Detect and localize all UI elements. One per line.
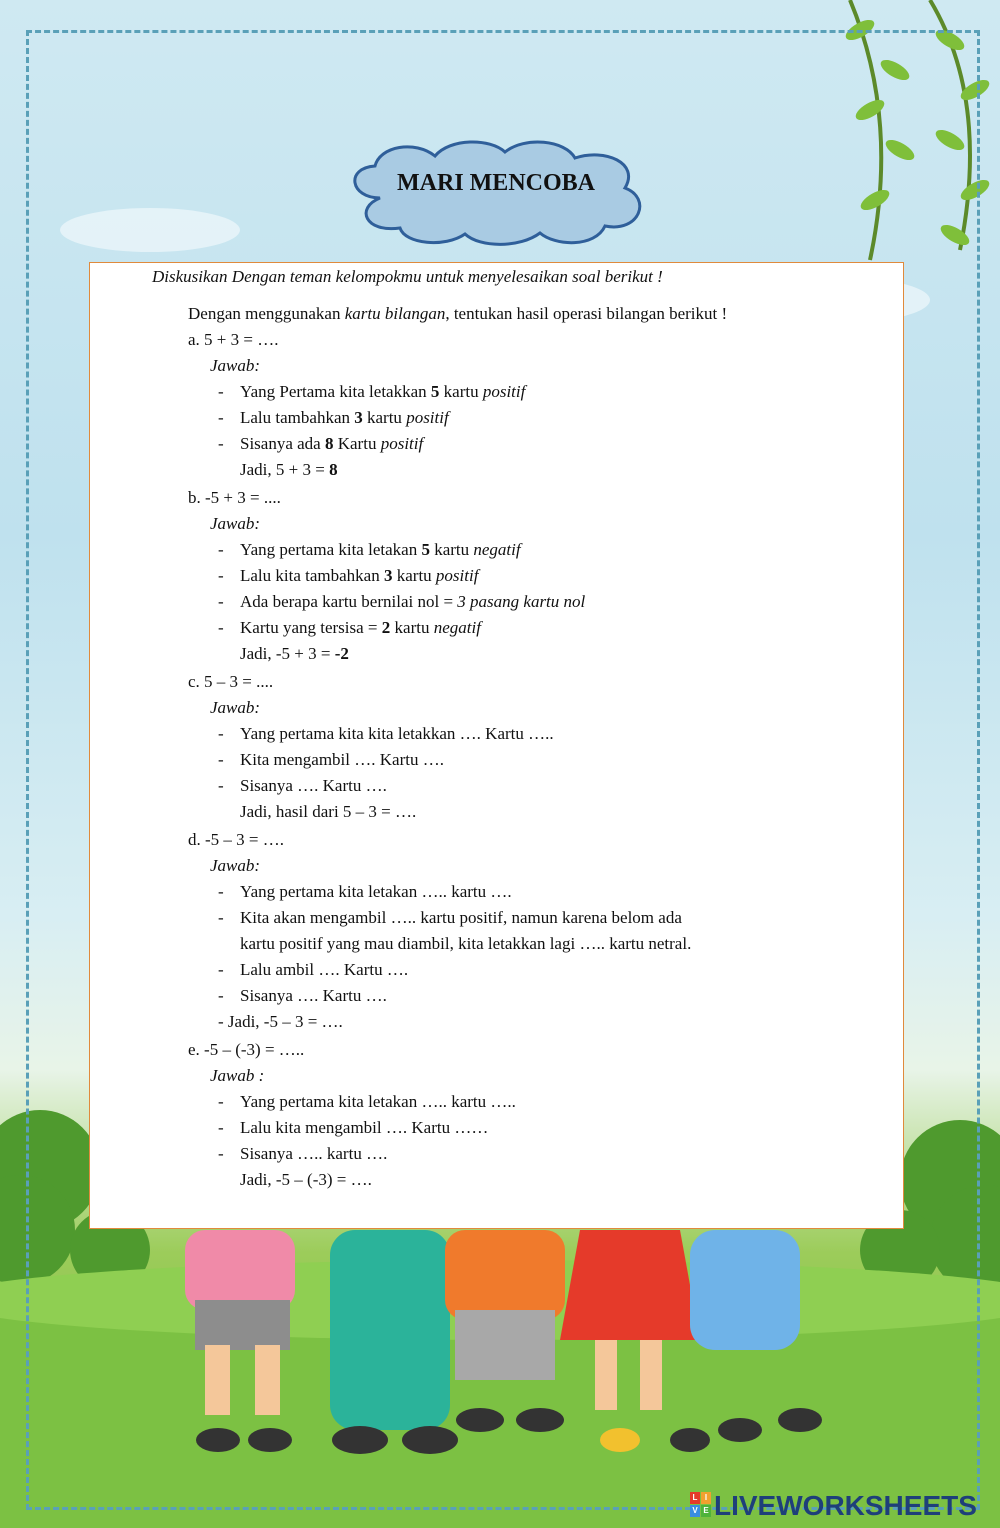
exercise-line (210, 355, 260, 377)
exercise-line (188, 671, 273, 693)
line-text: kartu (362, 408, 407, 427)
bullet-dash: - (218, 540, 224, 559)
line-text: Yang pertama kita kita letakkan …. Kartu ….. (240, 724, 554, 743)
exercise-line (210, 513, 260, 535)
line-text: - Jadi, -5 – 3 = …. (218, 1012, 343, 1031)
line-text: Yang pertama kita letakan ….. kartu …. (240, 882, 512, 901)
line-text: Jadi, -5 – (-3) = …. (240, 1170, 372, 1189)
line-text: 5 (430, 382, 440, 401)
exercise-line (240, 801, 416, 823)
line-text: Yang pertama kita letakan (240, 540, 422, 559)
line-text: b. -5 + 3 = .... (188, 488, 281, 507)
bullet-dash: - (218, 382, 224, 401)
liveworksheets-logo (690, 1490, 977, 1522)
logo-icon-letter: E (701, 1505, 711, 1517)
bullet-dash: - (218, 986, 224, 1005)
line-text: Jawab: (210, 514, 261, 533)
line-text: kartu (390, 618, 434, 637)
exercise-line (218, 1091, 516, 1113)
line-text: Yang Pertama kita letakkan (240, 382, 431, 401)
line-text: negatif (473, 540, 521, 559)
bullet-dash: - (218, 434, 224, 453)
exercise-line (240, 933, 691, 955)
line-text: Jawab: (210, 856, 261, 875)
line-text: a. 5 + 3 = …. (188, 330, 279, 349)
line-text: kartu bilangan (344, 304, 446, 323)
exercise-line (218, 985, 387, 1007)
line-text: Ada berapa kartu bernilai nol = (240, 592, 458, 611)
instruction-text: Diskusikan Dengan teman kelompokmu untuk menyelesaikan soal berikut ! (152, 267, 663, 286)
line-text: Sisanya ada (240, 434, 325, 453)
bullet-dash: - (218, 882, 224, 901)
line-text: positif (482, 382, 526, 401)
line-text: kartu positif yang mau diambil, kita letakkan lagi ….. kartu netral. (240, 934, 692, 953)
line-text: Dengan menggunakan (188, 304, 345, 323)
exercise-line (188, 329, 278, 351)
liveworksheets-icon (690, 1492, 712, 1518)
line-text: Kita mengambil …. Kartu …. (240, 750, 444, 769)
bullet-dash: - (218, 960, 224, 979)
exercise-line (218, 775, 387, 797)
line-text: positif (380, 434, 424, 453)
line-text: Lalu kita mengambil …. Kartu …… (240, 1118, 489, 1137)
line-text: Jadi, -5 + 3 = (240, 644, 335, 663)
line-text: 3 (383, 566, 393, 585)
exercise-line (218, 407, 449, 429)
exercise-line (188, 303, 727, 325)
exercise-line (218, 881, 512, 903)
line-text: kartu (429, 540, 474, 559)
bullet-dash: - (218, 592, 224, 611)
bullet-dash: - (218, 1092, 224, 1111)
line-text: 8 (324, 434, 334, 453)
exercise-line (188, 829, 284, 851)
line-text: -2 (334, 644, 349, 663)
line-text: 5 (421, 540, 430, 559)
line-text: positif (406, 408, 449, 427)
bullet-dash: - (218, 1144, 224, 1163)
exercise-line (218, 433, 423, 455)
bullet-dash: - (218, 724, 224, 743)
exercise-line (218, 1117, 488, 1139)
exercise-line (240, 643, 349, 665)
line-text: kartu (392, 566, 436, 585)
line-text: Lalu ambil …. Kartu …. (240, 960, 409, 979)
line-text: Kartu (333, 434, 381, 453)
logo-icon-letter: V (690, 1505, 700, 1517)
bullet-dash: - (218, 618, 224, 637)
page-title: MARI MENCOBA (397, 170, 595, 196)
line-text: 2 (381, 618, 391, 637)
bullet-dash: - (218, 908, 224, 927)
exercise-line (218, 591, 585, 613)
logo-icon-letter: L (690, 1492, 700, 1504)
bullet-dash: - (218, 776, 224, 795)
exercise-line (218, 959, 408, 981)
exercise-line (240, 459, 338, 481)
line-text: Jawab: (210, 698, 261, 717)
line-text: Lalu tambahkan (240, 408, 355, 427)
line-text: , tentukan hasil operasi bilangan berikut ! (445, 304, 728, 323)
line-text: Jadi, 5 + 3 = (240, 460, 330, 479)
bullet-dash: - (218, 408, 224, 427)
line-text: Sisanya ….. kartu …. (240, 1144, 388, 1163)
line-text: negatif (433, 618, 481, 637)
line-text: e. -5 – (-3) = ….. (188, 1040, 305, 1059)
exercise-line (210, 697, 260, 719)
bullet-dash: - (218, 566, 224, 585)
exercise-line (240, 1169, 372, 1191)
exercise-box (89, 262, 904, 1229)
bullet-dash: - (218, 750, 224, 769)
line-text: Kita akan mengambil ….. kartu positif, namun karena belom ada (240, 908, 682, 927)
exercise-line (218, 1011, 343, 1033)
line-text: Jawab: (210, 356, 261, 375)
line-text: Yang pertama kita letakan ….. kartu ….. (240, 1092, 516, 1111)
exercise-line (218, 617, 481, 639)
bullet-dash: - (218, 1118, 224, 1137)
line-text: 3 pasang kartu nol (457, 592, 586, 611)
exercise-line (218, 565, 478, 587)
exercise-line (218, 381, 525, 403)
line-text: c. 5 – 3 = .... (188, 672, 274, 691)
line-text: Jadi, hasil dari 5 – 3 = …. (240, 802, 417, 821)
exercise-line (218, 1143, 387, 1165)
exercise-line (188, 1039, 304, 1061)
logo-icon-letter: I (701, 1492, 711, 1504)
line-text: 8 (329, 460, 338, 479)
line-text: Kartu yang tersisa = (240, 618, 382, 637)
exercise-line (210, 1065, 264, 1087)
exercise-line (210, 855, 260, 877)
line-text: 3 (354, 408, 363, 427)
line-text: d. -5 – 3 = …. (188, 830, 284, 849)
line-text: Lalu kita tambahkan (240, 566, 384, 585)
liveworksheets-text: LIVEWORKSHEETS (714, 1490, 977, 1521)
line-text: Jawab : (210, 1066, 265, 1085)
exercise-line (218, 907, 682, 929)
exercise-line (218, 749, 444, 771)
line-text: positif (435, 566, 479, 585)
line-text: Sisanya …. Kartu …. (240, 986, 387, 1005)
line-text: kartu (439, 382, 483, 401)
exercise-line (218, 539, 521, 561)
line-text: Sisanya …. Kartu …. (240, 776, 387, 795)
exercise-line (218, 723, 554, 745)
exercise-line (188, 487, 281, 509)
